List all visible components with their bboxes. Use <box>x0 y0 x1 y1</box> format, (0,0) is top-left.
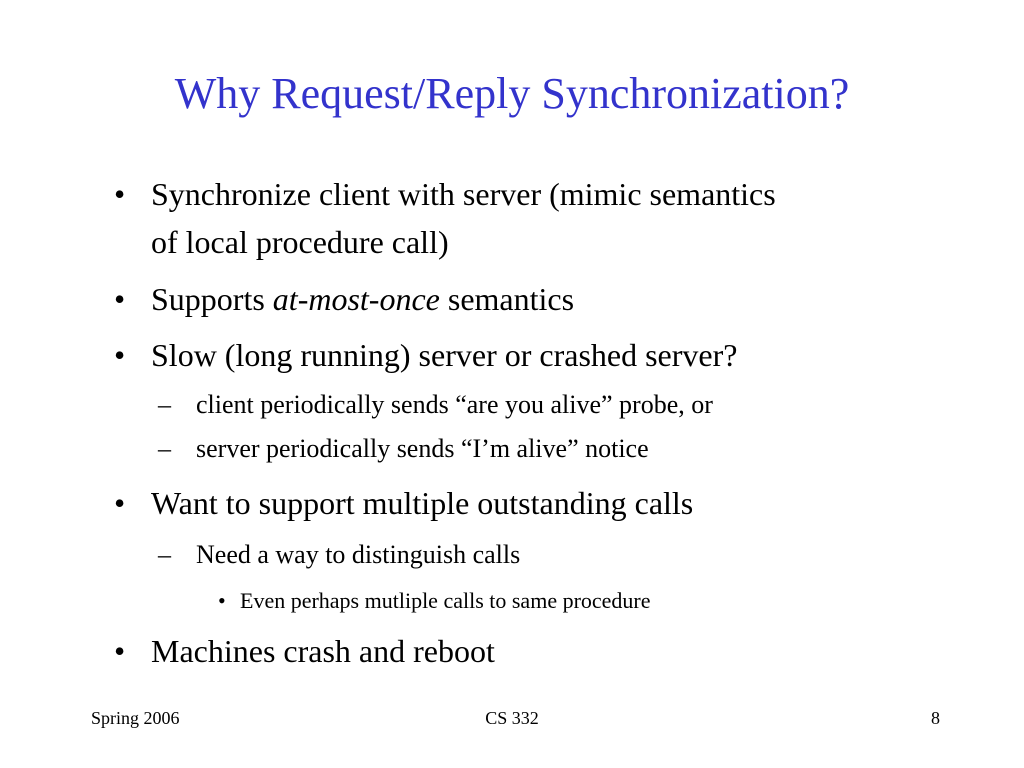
footer-course: CS 332 <box>485 708 539 728</box>
bullet-item-4 <box>114 479 694 527</box>
sub-bullet-text: server periodically sends “I’m alive” notice <box>196 434 649 463</box>
bullet-marker: • <box>218 588 226 613</box>
sub-bullet-item-3-1 <box>158 385 713 425</box>
sub-sub-bullet-text: Even perhaps mutliple calls to same procedure <box>240 588 651 613</box>
footer-page-number: 8 <box>931 708 940 728</box>
slide-title: Why Request/Reply Synchronization? <box>174 69 850 118</box>
bullet-text: of local procedure call) <box>151 224 449 260</box>
bullet-text: Want to support multiple outstanding calls <box>151 485 694 521</box>
bullet-text-prefix: Supports <box>151 281 273 317</box>
sub-bullet-text: client periodically sends “are you alive” probe, or <box>196 390 713 419</box>
bullet-marker: • <box>114 176 126 212</box>
bullet-item-1 <box>114 170 776 218</box>
dash-marker: – <box>158 390 171 419</box>
sub-bullet-item-4-1 <box>158 535 521 575</box>
bullet-text: Slow (long running) server or crashed server? <box>151 337 738 373</box>
bullet-item-2 <box>114 275 575 323</box>
bullet-text: Machines crash and reboot <box>151 633 495 669</box>
sub-bullet-text: Need a way to distinguish calls <box>196 540 521 569</box>
bullet-marker: • <box>114 281 126 317</box>
bullet-item-5 <box>114 627 495 675</box>
bullet-marker: • <box>114 633 126 669</box>
bullet-marker: • <box>114 337 126 373</box>
bullet-text: Synchronize client with server (mimic semantics <box>151 176 776 212</box>
dash-marker: – <box>158 540 171 569</box>
bullet-text-emphasis: at-most-once <box>272 281 440 317</box>
bullet-marker: • <box>114 485 126 521</box>
bullet-item-1-continuation <box>151 218 449 266</box>
footer-date: Spring 2006 <box>91 708 180 728</box>
sub-bullet-item-3-2 <box>158 429 649 469</box>
sub-sub-bullet-item-4-1-1 <box>218 586 651 616</box>
bullet-text <box>151 281 574 317</box>
bullet-text-suffix: semantics <box>439 281 575 317</box>
bullet-item-3 <box>114 331 738 379</box>
dash-marker: – <box>158 434 171 463</box>
